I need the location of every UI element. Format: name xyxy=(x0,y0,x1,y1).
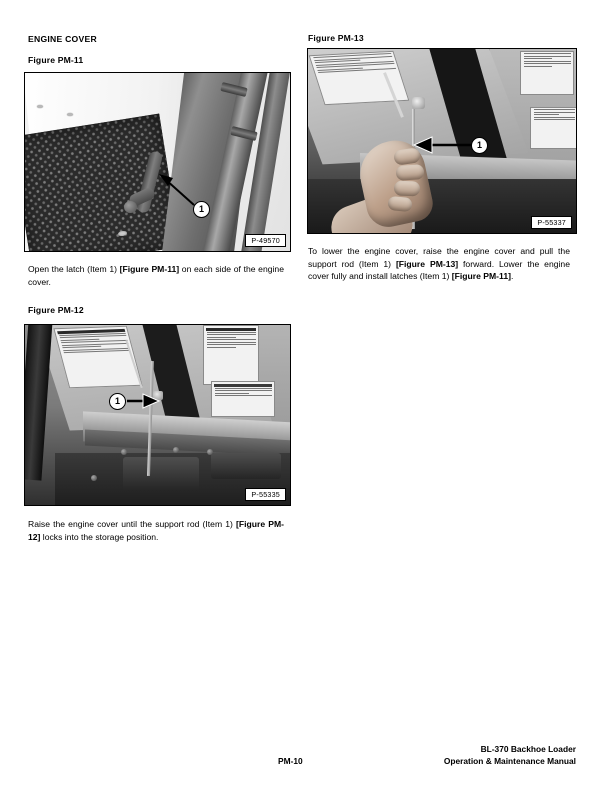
para3-ref-pm13: [Figure PM-13] xyxy=(395,258,459,269)
figure-image-pm12 xyxy=(24,324,291,506)
photo-pm11-content xyxy=(25,73,290,251)
section-title: ENGINE COVER xyxy=(28,34,97,44)
footer-model: BL-370 Backhoe Loader xyxy=(480,744,576,754)
paragraph-lower-cover xyxy=(308,245,570,283)
para3-ref-pm11: [Figure PM-11] xyxy=(451,271,511,282)
paragraph-open-latch xyxy=(28,263,284,288)
callout-marker-1: 1 xyxy=(193,201,210,218)
para1-ref-pm11: [Figure PM-11] xyxy=(119,264,180,274)
photo-number-pm11: P-49570 xyxy=(245,234,286,247)
footer-page-number: PM-10 xyxy=(278,756,303,766)
figure-label-pm13: Figure PM-13 xyxy=(308,33,364,43)
para3-part1: To lower the engine cover, raise the engine cover and pull the support rod (Item 1) xyxy=(308,246,570,269)
callout-leader-pm12 xyxy=(25,325,290,505)
figure-image-pm11 xyxy=(24,72,291,252)
para2-part2: locks into the storage position. xyxy=(40,531,159,542)
callout-marker-1: 1 xyxy=(471,137,488,154)
para2-part1: Raise the engine cover until the support rod (Item 1) xyxy=(28,519,236,529)
para1-part1: Open the latch (Item 1) xyxy=(28,264,120,274)
figure-label-pm12: Figure PM-12 xyxy=(28,305,84,315)
figure-image-pm13 xyxy=(307,48,577,234)
para1-part2: on each side of the engine cover. xyxy=(28,264,284,287)
figure-label-pm11: Figure PM-11 xyxy=(28,55,84,65)
para2-ref-pm12: [Figure PM-12] xyxy=(28,519,284,542)
footer-manual-title xyxy=(444,744,576,767)
paragraph-raise-cover xyxy=(28,518,284,543)
photo-number-pm12: P-55335 xyxy=(245,488,286,501)
callout-leader-pm11 xyxy=(25,73,290,251)
para3-part3: . xyxy=(510,271,514,282)
photo-pm13-content xyxy=(308,49,576,233)
footer-manual-type: Operation & Maintenance Manual xyxy=(443,755,576,766)
callout-marker-1: 1 xyxy=(109,393,126,410)
callout-leader-pm13 xyxy=(308,49,576,233)
para3-part2: forward. Lower the engine cover fully and install latches (Item 1) xyxy=(308,258,570,282)
photo-pm12-content xyxy=(25,325,290,505)
photo-number-pm13: P-55337 xyxy=(531,216,572,229)
